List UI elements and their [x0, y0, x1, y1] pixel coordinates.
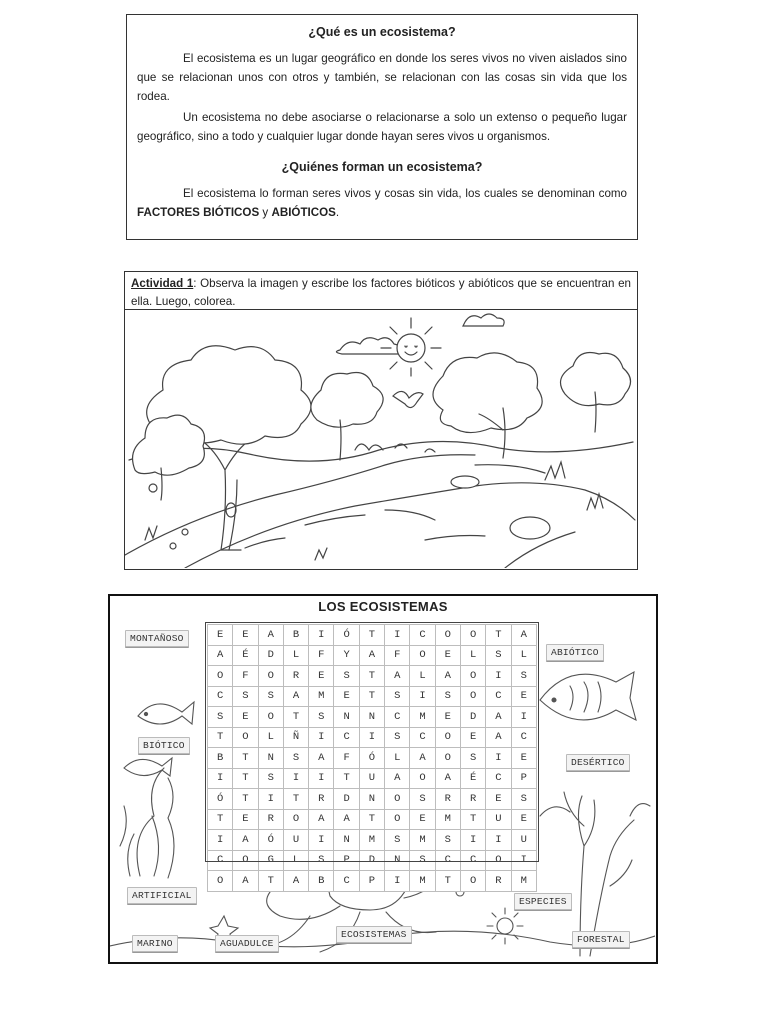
- grid-letter[interactable]: F: [385, 645, 410, 666]
- grid-letter[interactable]: T: [283, 789, 308, 810]
- grid-letter[interactable]: S: [334, 666, 359, 687]
- grid-letter[interactable]: E: [309, 666, 334, 687]
- grid-letter[interactable]: R: [258, 809, 283, 830]
- grid-letter[interactable]: M: [410, 707, 435, 728]
- grid-letter[interactable]: I: [309, 830, 334, 851]
- grid-row: [208, 830, 537, 851]
- grid-letter[interactable]: T: [233, 748, 258, 769]
- grid-letter[interactable]: I: [486, 830, 511, 851]
- word-forestal: FORESTAL: [572, 931, 630, 948]
- grid-letter[interactable]: R: [309, 789, 334, 810]
- grid-letter[interactable]: A: [208, 645, 233, 666]
- grid-letter[interactable]: S: [258, 768, 283, 789]
- grid-letter[interactable]: I: [208, 768, 233, 789]
- grid-letter[interactable]: C: [410, 727, 435, 748]
- word-montanoso: MONTAÑOSO: [125, 630, 189, 647]
- grid-letter[interactable]: D: [334, 789, 359, 810]
- grid-letter[interactable]: T: [283, 707, 308, 728]
- grid-letter[interactable]: T: [334, 768, 359, 789]
- grid-letter[interactable]: T: [258, 871, 283, 892]
- grid-letter[interactable]: I: [511, 707, 536, 728]
- grid-letter[interactable]: E: [410, 809, 435, 830]
- seaweed-icon: [137, 768, 174, 878]
- grid-letter[interactable]: E: [208, 625, 233, 646]
- grid-row: [208, 809, 537, 830]
- grid-letter[interactable]: A: [486, 727, 511, 748]
- grid-letter[interactable]: S: [385, 686, 410, 707]
- term-abiotic: ABIÓTICOS: [271, 206, 336, 219]
- grid-letter[interactable]: F: [233, 666, 258, 687]
- word-biotico: BIÓTICO: [138, 737, 190, 754]
- grid-letter[interactable]: N: [359, 789, 384, 810]
- grid-letter[interactable]: M: [410, 871, 435, 892]
- paragraph-not-associated: Un ecosistema no debe asociarse o relacionarse a solo un extenso o pequeño lugar geográfico, sino a todo y cualquier lugar donde hayan seres vivos u organismos.: [137, 111, 627, 143]
- paragraph-factors: [137, 184, 627, 222]
- grid-letter[interactable]: B: [208, 748, 233, 769]
- grid-letter[interactable]: U: [511, 830, 536, 851]
- grid-letter[interactable]: E: [233, 809, 258, 830]
- grid-letter[interactable]: I: [309, 625, 334, 646]
- grid-row: [208, 748, 537, 769]
- grid-letter[interactable]: S: [309, 707, 334, 728]
- grid-letter[interactable]: O: [460, 686, 485, 707]
- grid-letter[interactable]: P: [334, 850, 359, 871]
- grid-letter[interactable]: R: [486, 871, 511, 892]
- grid-letter[interactable]: U: [359, 768, 384, 789]
- grid-letter[interactable]: É: [233, 645, 258, 666]
- grid-letter[interactable]: O: [410, 645, 435, 666]
- grid-letter[interactable]: T: [359, 809, 384, 830]
- grid-letter[interactable]: U: [283, 830, 308, 851]
- grid-letter[interactable]: T: [233, 789, 258, 810]
- grid-letter[interactable]: N: [359, 707, 384, 728]
- grid-row: [208, 645, 537, 666]
- grid-letter[interactable]: A: [233, 871, 258, 892]
- grid-letter[interactable]: I: [283, 768, 308, 789]
- grid-letter[interactable]: C: [486, 686, 511, 707]
- grid-letter[interactable]: E: [511, 809, 536, 830]
- grid-letter[interactable]: T: [208, 727, 233, 748]
- grid-letter[interactable]: O: [435, 748, 460, 769]
- grid-letter[interactable]: B: [309, 871, 334, 892]
- grid-letter[interactable]: M: [435, 809, 460, 830]
- grid-letter[interactable]: F: [334, 748, 359, 769]
- grid-letter[interactable]: I: [309, 727, 334, 748]
- grid-letter[interactable]: A: [309, 809, 334, 830]
- grid-letter[interactable]: T: [460, 809, 485, 830]
- grid-letter[interactable]: Ó: [334, 625, 359, 646]
- grid-letter[interactable]: Ñ: [283, 727, 308, 748]
- grid-row: [208, 789, 537, 810]
- grid-letter[interactable]: A: [486, 707, 511, 728]
- grid-letter[interactable]: S: [435, 686, 460, 707]
- grid-letter[interactable]: C: [208, 686, 233, 707]
- grid-letter[interactable]: L: [410, 666, 435, 687]
- word-ecosistemas: ECOSISTEMAS: [336, 926, 412, 943]
- grid-letter[interactable]: A: [283, 686, 308, 707]
- grid-row: [208, 871, 537, 892]
- grid-letter[interactable]: T: [359, 625, 384, 646]
- grid-letter[interactable]: M: [410, 830, 435, 851]
- wordsearch-title: LOS ECOSISTEMAS: [318, 599, 448, 614]
- grid-row: [208, 707, 537, 728]
- word-abiotico: ABIÓTICO: [546, 644, 604, 661]
- grid-letter[interactable]: M: [511, 871, 536, 892]
- grid-letter[interactable]: E: [334, 686, 359, 707]
- grid-letter[interactable]: S: [486, 645, 511, 666]
- grid-letter[interactable]: S: [460, 748, 485, 769]
- grid-letter[interactable]: F: [309, 645, 334, 666]
- grid-letter[interactable]: S: [283, 748, 308, 769]
- grid-letter[interactable]: A: [435, 666, 460, 687]
- grid-letter[interactable]: É: [460, 768, 485, 789]
- grid-letter[interactable]: N: [258, 748, 283, 769]
- grid-letter[interactable]: T: [435, 871, 460, 892]
- factors-text: El ecosistema lo forman seres vivos y cosas sin vida, los cuales se denominan como: [183, 187, 627, 200]
- period-text: .: [335, 206, 340, 219]
- grid-letter[interactable]: L: [283, 850, 308, 871]
- grid-letter[interactable]: S: [410, 789, 435, 810]
- heading-who-forms-ecosystem: ¿Quiénes forman un ecosistema?: [281, 160, 483, 174]
- grid-letter[interactable]: O: [233, 727, 258, 748]
- grid-letter[interactable]: O: [233, 850, 258, 871]
- definition-box: [126, 14, 638, 240]
- grid-letter[interactable]: T: [359, 686, 384, 707]
- word-aguadulce: AGUADULCE: [215, 935, 279, 952]
- grid-letter[interactable]: Y: [334, 645, 359, 666]
- grid-letter[interactable]: S: [233, 686, 258, 707]
- grid-letter[interactable]: A: [283, 871, 308, 892]
- grid-letter[interactable]: A: [385, 666, 410, 687]
- grid-letter[interactable]: O: [208, 666, 233, 687]
- grid-letter[interactable]: I: [486, 666, 511, 687]
- grid-letter[interactable]: S: [258, 686, 283, 707]
- grid-letter[interactable]: I: [208, 830, 233, 851]
- grid-letter[interactable]: C: [385, 707, 410, 728]
- grid-letter[interactable]: L: [460, 645, 485, 666]
- grid-letter[interactable]: O: [486, 850, 511, 871]
- grid-row: [208, 625, 537, 646]
- grid-letter[interactable]: E: [511, 686, 536, 707]
- grid-row: [208, 850, 537, 871]
- grid-letter[interactable]: I: [309, 768, 334, 789]
- grid-letter[interactable]: O: [258, 707, 283, 728]
- grid-letter[interactable]: O: [435, 625, 460, 646]
- grid-letter[interactable]: E: [233, 625, 258, 646]
- grid-letter[interactable]: O: [283, 809, 308, 830]
- grid-letter[interactable]: E: [435, 645, 460, 666]
- grid-letter[interactable]: C: [334, 871, 359, 892]
- grid-letter[interactable]: S: [309, 850, 334, 871]
- grid-letter[interactable]: R: [283, 666, 308, 687]
- grid-letter[interactable]: A: [258, 625, 283, 646]
- grid-letter[interactable]: Ó: [359, 748, 384, 769]
- grid-letter[interactable]: U: [486, 809, 511, 830]
- grid-letter[interactable]: E: [486, 789, 511, 810]
- grid-letter[interactable]: G: [258, 850, 283, 871]
- grid-letter[interactable]: C: [460, 850, 485, 871]
- grid-letter[interactable]: D: [359, 850, 384, 871]
- grid-letter[interactable]: Ó: [258, 830, 283, 851]
- grid-letter[interactable]: A: [385, 768, 410, 789]
- term-biotic: FACTORES BIÓTICOS: [137, 206, 260, 219]
- grid-letter[interactable]: O: [435, 727, 460, 748]
- grid-letter[interactable]: L: [258, 727, 283, 748]
- grid-letter[interactable]: I: [410, 686, 435, 707]
- grid-letter[interactable]: A: [233, 830, 258, 851]
- grid-letter[interactable]: C: [208, 850, 233, 871]
- grid-letter[interactable]: S: [511, 666, 536, 687]
- grid-letter[interactable]: O: [208, 871, 233, 892]
- grid-letter[interactable]: C: [511, 727, 536, 748]
- wordsearch-box: [108, 594, 658, 964]
- grid-letter[interactable]: C: [486, 768, 511, 789]
- grid-letter[interactable]: E: [511, 748, 536, 769]
- grid-letter[interactable]: R: [460, 789, 485, 810]
- grid-letter[interactable]: T: [486, 625, 511, 646]
- grid-letter[interactable]: C: [334, 727, 359, 748]
- grid-letter[interactable]: T: [208, 809, 233, 830]
- grid-letter[interactable]: S: [208, 707, 233, 728]
- grid-letter[interactable]: O: [410, 768, 435, 789]
- grid-letter[interactable]: S: [385, 830, 410, 851]
- heading-what-is-ecosystem: ¿Qué es un ecosistema?: [308, 25, 456, 39]
- word-desertico: DESÉRTICO: [566, 754, 630, 771]
- grid-letter[interactable]: L: [511, 645, 536, 666]
- grid-row: [208, 666, 537, 687]
- paragraph-definition: El ecosistema es un lugar geográfico en donde los seres vivos no viven aislados sino que se relacionan unos con otros y también, se relacionan con las cosas sin vida que los rodea.: [137, 52, 627, 103]
- grid-letter[interactable]: O: [460, 625, 485, 646]
- connector-text: y: [262, 206, 269, 219]
- grid-letter[interactable]: D: [258, 645, 283, 666]
- grid-letter[interactable]: C: [410, 625, 435, 646]
- grid-letter[interactable]: L: [385, 748, 410, 769]
- grid-letter[interactable]: Ó: [208, 789, 233, 810]
- grid-row: [208, 686, 537, 707]
- grid-letter[interactable]: R: [435, 789, 460, 810]
- grid-letter[interactable]: C: [435, 850, 460, 871]
- grid-letter[interactable]: I: [385, 625, 410, 646]
- grid-letter[interactable]: I: [385, 871, 410, 892]
- grid-letter[interactable]: N: [334, 707, 359, 728]
- grid-letter[interactable]: P: [511, 768, 536, 789]
- grid-letter[interactable]: M: [309, 686, 334, 707]
- grid-letter[interactable]: A: [435, 768, 460, 789]
- grid-letter[interactable]: N: [334, 830, 359, 851]
- word-especies: ESPECIES: [514, 893, 572, 910]
- activity-instruction: [125, 272, 637, 310]
- grid-letter[interactable]: I: [359, 727, 384, 748]
- activity-label: Actividad 1: [131, 277, 194, 290]
- grid-letter[interactable]: O: [385, 809, 410, 830]
- grid-letter[interactable]: S: [385, 727, 410, 748]
- grid-letter[interactable]: B: [283, 625, 308, 646]
- grid-letter[interactable]: O: [385, 789, 410, 810]
- word-marino: MARINO: [132, 935, 178, 952]
- grid-letter[interactable]: A: [511, 625, 536, 646]
- grid-letter[interactable]: E: [233, 707, 258, 728]
- landscape-coloring-illustration: [125, 310, 636, 568]
- grid-letter[interactable]: N: [385, 850, 410, 871]
- grid-letter[interactable]: E: [435, 707, 460, 728]
- grid-letter[interactable]: O: [460, 871, 485, 892]
- grid-letter[interactable]: M: [359, 830, 384, 851]
- letter-grid: [207, 624, 537, 892]
- grid-letter[interactable]: S: [435, 830, 460, 851]
- grid-letter[interactable]: A: [309, 748, 334, 769]
- grid-letter[interactable]: I: [486, 748, 511, 769]
- word-artificial: ARTIFICIAL: [127, 887, 197, 904]
- grid-letter[interactable]: T: [359, 666, 384, 687]
- grid-row: [208, 768, 537, 789]
- grid-letter[interactable]: I: [511, 850, 536, 871]
- grid-letter[interactable]: S: [511, 789, 536, 810]
- activity-text: : Observa la imagen y escribe los factores bióticos y abióticos que se encuentran en ella. Luego, colorea.: [131, 277, 631, 308]
- grid-letter[interactable]: O: [258, 666, 283, 687]
- grid-letter[interactable]: E: [460, 727, 485, 748]
- grid-letter[interactable]: S: [410, 850, 435, 871]
- grid-letter[interactable]: A: [334, 809, 359, 830]
- activity-box: [124, 271, 638, 570]
- grid-letter[interactable]: D: [460, 707, 485, 728]
- grid-letter[interactable]: I: [460, 830, 485, 851]
- grid-letter[interactable]: A: [410, 748, 435, 769]
- grid-letter[interactable]: P: [359, 871, 384, 892]
- grid-letter[interactable]: O: [460, 666, 485, 687]
- grid-letter[interactable]: A: [359, 645, 384, 666]
- grid-row: [208, 727, 537, 748]
- small-fish-icon: [124, 758, 172, 776]
- grid-letter[interactable]: L: [283, 645, 308, 666]
- grid-letter[interactable]: I: [258, 789, 283, 810]
- grid-letter[interactable]: T: [233, 768, 258, 789]
